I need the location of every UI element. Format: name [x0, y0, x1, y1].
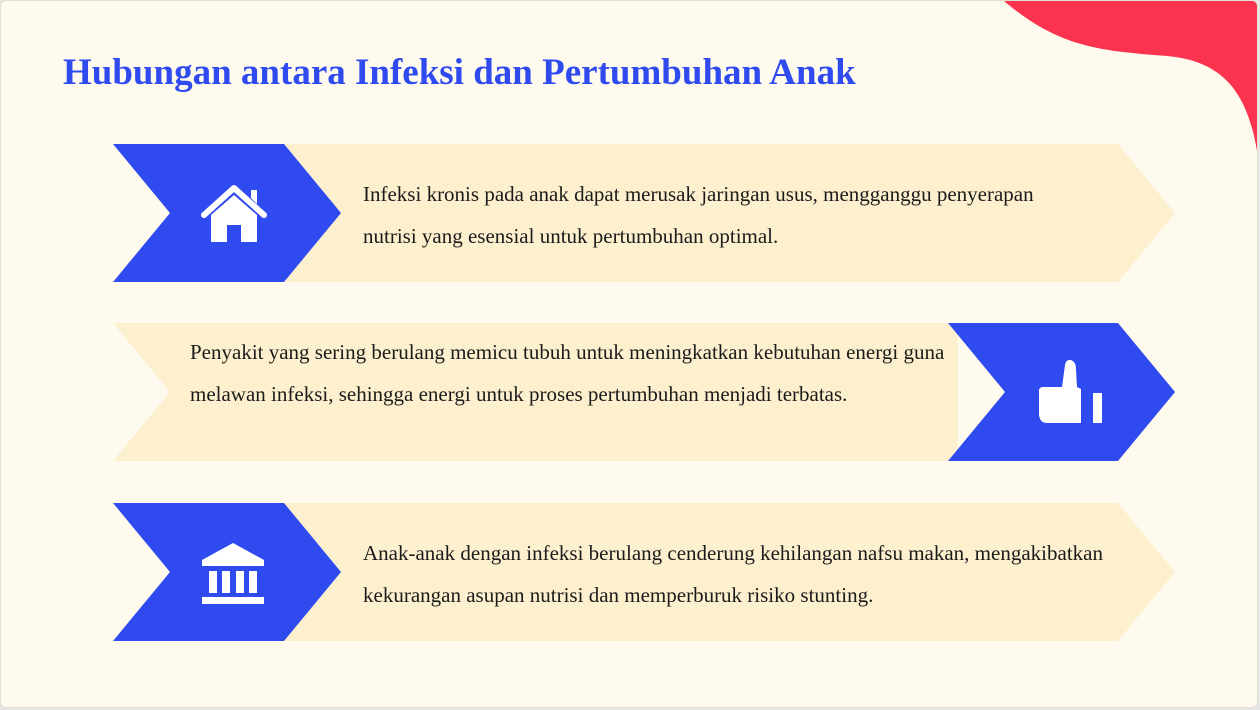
info-row-1	[113, 144, 1175, 282]
home-icon	[200, 184, 268, 244]
corner-decoration	[997, 1, 1257, 151]
info-text-3: Anak-anak dengan infeksi berulang cenderung kehilangan nafsu makan, mengakibatkan kekurangan asupan nutrisi dan memperburuk risiko stunting.	[363, 541, 1103, 607]
info-row-3	[113, 503, 1175, 641]
info-row-2	[113, 323, 1175, 461]
slide-title: Hubungan antara Infeksi dan Pertumbuhan Anak	[63, 52, 856, 93]
bank-icon	[200, 541, 266, 605]
thumbs-up-icon	[1035, 357, 1107, 429]
info-text-2: Penyakit yang sering berulang memicu tubuh untuk meningkatkan kebutuhan energi guna melawan infeksi, sehingga energi untuk proses pertumbuhan menjadi terbatas.	[190, 340, 945, 406]
info-text-1: Infeksi kronis pada anak dapat merusak jaringan usus, mengganggu penyerapan nutrisi yang esensial untuk pertumbuhan optimal.	[363, 182, 1034, 248]
